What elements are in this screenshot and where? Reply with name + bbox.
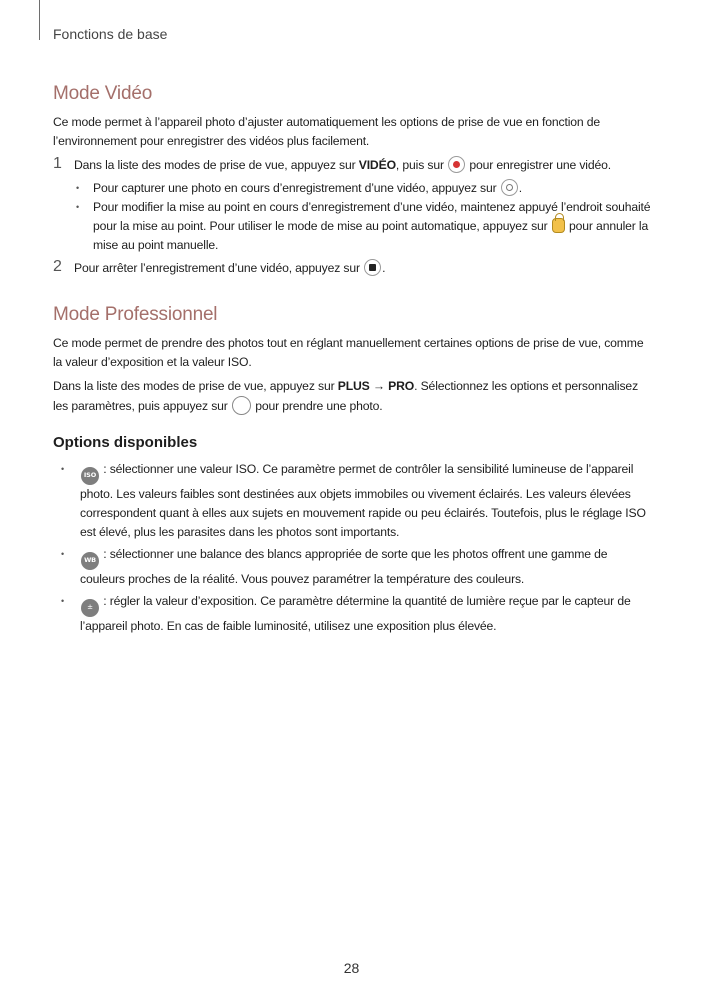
stop-icon [364, 259, 381, 276]
page-content [53, 83, 653, 639]
list-item [93, 179, 653, 198]
step-text: Pour arrêter l’enregistrement d’une vidéo, appuyez sur [74, 261, 364, 275]
pro-mode-section [53, 304, 653, 636]
option-text: : sélectionner une valeur ISO. Ce paramètre permet de contrôler la sensibilité lumineuse de l’appareil photo. Les valeurs faibles sont destinées aux objets immobiles ou vivement éclairés. Les valeurs élevées correspondent quant à elles aux sujets en mouvement rapide ou peu éclairés. Toutefois, plus le réglage ISO est élevé, plus les parasites dans les photos sont importants. [80, 462, 646, 539]
pro-mode-title: Mode Professionnel [53, 304, 218, 325]
video-mode-section [53, 83, 653, 278]
running-head: Fonctions de base [53, 26, 168, 42]
step-text: Dans la liste des modes de prise de vue, appuyez sur [74, 158, 359, 172]
header-rule [39, 0, 40, 40]
options-list [53, 460, 653, 636]
step-number: 1 [53, 155, 62, 172]
tip-text: pour annuler la mise au point manuelle. [93, 219, 649, 252]
plus-label: PLUS [337, 379, 370, 393]
step-text: . [382, 261, 386, 275]
white-balance-icon: WB [81, 552, 99, 570]
list-item [80, 460, 653, 542]
tip-text: Pour capturer une photo en cours d’enregistrement d’une vidéo, appuyez sur [93, 181, 500, 195]
record-icon [448, 156, 465, 173]
step-1 [53, 156, 653, 175]
options-title: Options disponibles [53, 434, 198, 451]
pro-mode-instructions [53, 377, 653, 416]
video-mode-title: Mode Vidéo [53, 83, 153, 104]
instruction-text: . Sélectionnez les options et personnalisez les paramètres, puis appuyez sur [53, 379, 639, 413]
list-item [80, 545, 653, 589]
step-text: pour enregistrer une vidéo. [469, 158, 611, 172]
tip-text: . [518, 181, 523, 195]
step-text: , puis sur [395, 158, 448, 172]
instruction-text: pour prendre une photo. [255, 399, 383, 413]
step-2 [53, 259, 653, 278]
option-text: : régler la valeur d’exposition. Ce paramètre détermine la quantité de lumière reçue par le capteur de l’appareil photo. En cas de faible luminosité, utilisez une exposition plus élevée. [80, 594, 631, 633]
shutter-icon [232, 396, 251, 415]
pro-label: PRO [388, 379, 415, 393]
video-mode-label: VIDÉO [358, 158, 396, 172]
list-item [80, 592, 653, 636]
video-mode-intro: Ce mode permet à l’appareil photo d’ajuster automatiquement les options de prise de vue en fonction de l’environnement pour enregistrer des vidéos plus facilement. [53, 115, 601, 148]
pro-mode-intro: Ce mode permet de prendre des photos tout en réglant manuellement certaines options de prise de vue, comme la valeur d’exposition et la valeur ISO. [53, 336, 644, 369]
arrow-separator: → [369, 379, 389, 393]
step-number: 2 [53, 258, 62, 275]
list-item [93, 198, 653, 255]
lock-icon [552, 218, 565, 233]
video-tips-list [53, 179, 653, 255]
exposure-icon: ± [81, 599, 99, 617]
option-text: : sélectionner une balance des blancs appropriée de sorte que les photos offrent une gamme de couleurs proches de la réalité. Vous pouvez paramétrer la température des couleurs. [80, 547, 608, 586]
instruction-text: Dans la liste des modes de prise de vue, appuyez sur [53, 379, 338, 393]
iso-icon: ISO [81, 467, 99, 485]
page-number: 28 [343, 960, 360, 976]
tip-text: Pour modifier la mise au point en cours d’enregistrement d’une vidéo, maintenez appuyé l’endroit souhaité pour la mise au point. Pour utiliser le mode de mise au point automatique, appuyez sur [93, 200, 651, 233]
capture-icon [501, 179, 518, 196]
